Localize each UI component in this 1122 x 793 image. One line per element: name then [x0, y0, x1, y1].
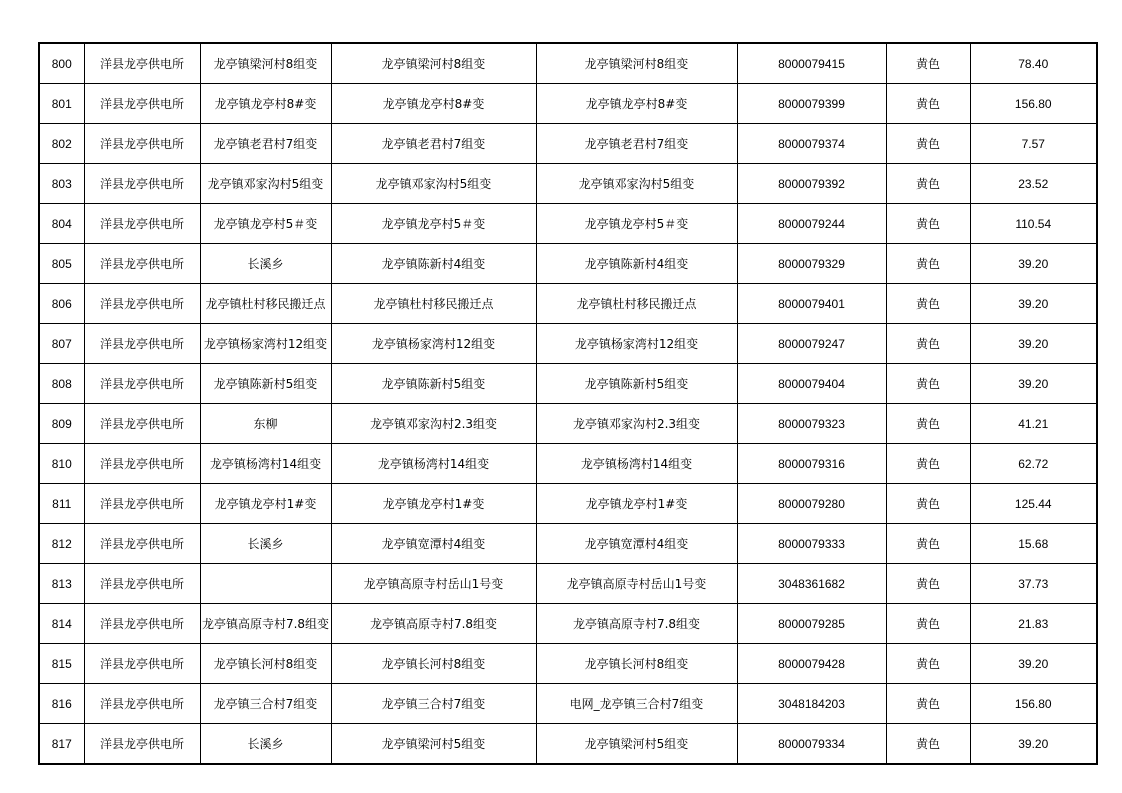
transformer-name-cell: 龙亭镇陈新村5组变	[536, 364, 737, 404]
station-cell: 龙亭镇邓家沟村2.3组变	[331, 404, 536, 444]
area-cell: 龙亭镇杨家湾村12组变	[200, 324, 331, 364]
transformer-name-cell: 龙亭镇梁河村8组变	[536, 43, 737, 84]
code-cell: 8000079404	[737, 364, 886, 404]
station-cell: 龙亭镇老君村7组变	[331, 124, 536, 164]
code-cell: 8000079415	[737, 43, 886, 84]
area-cell: 龙亭镇老君村7组变	[200, 124, 331, 164]
office-cell: 洋县龙亭供电所	[84, 43, 200, 84]
transformer-name-cell: 龙亭镇龙亭村1#变	[536, 484, 737, 524]
value-cell: 156.80	[970, 684, 1097, 724]
table-row	[39, 444, 1097, 484]
value-cell: 37.73	[970, 564, 1097, 604]
row-number-cell: 801	[39, 84, 84, 124]
row-number-cell: 808	[39, 364, 84, 404]
office-cell: 洋县龙亭供电所	[84, 484, 200, 524]
station-cell: 龙亭镇三合村7组变	[331, 684, 536, 724]
row-number-cell: 811	[39, 484, 84, 524]
office-cell: 洋县龙亭供电所	[84, 564, 200, 604]
code-cell: 8000079399	[737, 84, 886, 124]
row-number-cell: 805	[39, 244, 84, 284]
area-cell: 龙亭镇邓家沟村5组变	[200, 164, 331, 204]
value-cell: 15.68	[970, 524, 1097, 564]
color-level-cell: 黄色	[886, 484, 970, 524]
code-cell: 8000079374	[737, 124, 886, 164]
station-cell: 龙亭镇龙亭村5＃变	[331, 204, 536, 244]
row-number-cell: 813	[39, 564, 84, 604]
table-row	[39, 204, 1097, 244]
area-cell: 长溪乡	[200, 724, 331, 765]
office-cell: 洋县龙亭供电所	[84, 204, 200, 244]
value-cell: 39.20	[970, 244, 1097, 284]
value-cell: 39.20	[970, 724, 1097, 765]
value-cell: 21.83	[970, 604, 1097, 644]
table-row	[39, 84, 1097, 124]
value-cell: 39.20	[970, 644, 1097, 684]
transformer-name-cell: 龙亭镇杨湾村14组变	[536, 444, 737, 484]
code-cell: 8000079244	[737, 204, 886, 244]
code-cell: 8000079280	[737, 484, 886, 524]
area-cell: 龙亭镇三合村7组变	[200, 684, 331, 724]
color-level-cell: 黄色	[886, 164, 970, 204]
table-row	[39, 164, 1097, 204]
code-cell: 8000079316	[737, 444, 886, 484]
table-row	[39, 644, 1097, 684]
value-cell: 156.80	[970, 84, 1097, 124]
row-number-cell: 802	[39, 124, 84, 164]
color-level-cell: 黄色	[886, 364, 970, 404]
row-number-cell: 803	[39, 164, 84, 204]
office-cell: 洋县龙亭供电所	[84, 684, 200, 724]
station-cell: 龙亭镇梁河村8组变	[331, 43, 536, 84]
office-cell: 洋县龙亭供电所	[84, 444, 200, 484]
station-cell: 龙亭镇长河村8组变	[331, 644, 536, 684]
value-cell: 39.20	[970, 364, 1097, 404]
color-level-cell: 黄色	[886, 524, 970, 564]
color-level-cell: 黄色	[886, 84, 970, 124]
row-number-cell: 810	[39, 444, 84, 484]
transformer-name-cell: 龙亭镇杨家湾村12组变	[536, 324, 737, 364]
row-number-cell: 812	[39, 524, 84, 564]
office-cell: 洋县龙亭供电所	[84, 644, 200, 684]
value-cell: 110.54	[970, 204, 1097, 244]
code-cell: 8000079247	[737, 324, 886, 364]
area-cell	[200, 564, 331, 604]
office-cell: 洋县龙亭供电所	[84, 604, 200, 644]
station-cell: 龙亭镇梁河村5组变	[331, 724, 536, 765]
table-row	[39, 364, 1097, 404]
transformer-name-cell: 龙亭镇宽潭村4组变	[536, 524, 737, 564]
station-cell: 龙亭镇杜村移民搬迁点	[331, 284, 536, 324]
office-cell: 洋县龙亭供电所	[84, 524, 200, 564]
station-cell: 龙亭镇宽潭村4组变	[331, 524, 536, 564]
color-level-cell: 黄色	[886, 644, 970, 684]
area-cell: 龙亭镇杨湾村14组变	[200, 444, 331, 484]
value-cell: 23.52	[970, 164, 1097, 204]
transformer-name-cell: 龙亭镇龙亭村8#变	[536, 84, 737, 124]
transformer-name-cell: 龙亭镇陈新村4组变	[536, 244, 737, 284]
area-cell: 龙亭镇龙亭村8#变	[200, 84, 331, 124]
table-body	[39, 43, 1097, 764]
color-level-cell: 黄色	[886, 43, 970, 84]
station-cell: 龙亭镇陈新村4组变	[331, 244, 536, 284]
area-cell: 龙亭镇高原寺村7.8组变	[200, 604, 331, 644]
station-cell: 龙亭镇龙亭村8#变	[331, 84, 536, 124]
station-cell: 龙亭镇杨家湾村12组变	[331, 324, 536, 364]
row-number-cell: 807	[39, 324, 84, 364]
office-cell: 洋县龙亭供电所	[84, 324, 200, 364]
color-level-cell: 黄色	[886, 124, 970, 164]
table-row	[39, 404, 1097, 444]
transformer-name-cell: 龙亭镇杜村移民搬迁点	[536, 284, 737, 324]
station-cell: 龙亭镇高原寺村岳山1号变	[331, 564, 536, 604]
area-cell: 东柳	[200, 404, 331, 444]
data-table	[38, 42, 1098, 765]
table-row	[39, 684, 1097, 724]
office-cell: 洋县龙亭供电所	[84, 244, 200, 284]
table-row	[39, 43, 1097, 84]
station-cell: 龙亭镇高原寺村7.8组变	[331, 604, 536, 644]
station-cell: 龙亭镇邓家沟村5组变	[331, 164, 536, 204]
code-cell: 8000079285	[737, 604, 886, 644]
area-cell: 龙亭镇龙亭村5＃变	[200, 204, 331, 244]
row-number-cell: 800	[39, 43, 84, 84]
transformer-name-cell: 龙亭镇长河村8组变	[536, 644, 737, 684]
station-cell: 龙亭镇杨湾村14组变	[331, 444, 536, 484]
color-level-cell: 黄色	[886, 404, 970, 444]
code-cell: 3048361682	[737, 564, 886, 604]
color-level-cell: 黄色	[886, 604, 970, 644]
transformer-name-cell: 龙亭镇高原寺村7.8组变	[536, 604, 737, 644]
table-row	[39, 564, 1097, 604]
table-row	[39, 524, 1097, 564]
color-level-cell: 黄色	[886, 284, 970, 324]
table-row	[39, 284, 1097, 324]
value-cell: 39.20	[970, 324, 1097, 364]
station-cell: 龙亭镇陈新村5组变	[331, 364, 536, 404]
row-number-cell: 806	[39, 284, 84, 324]
table-row	[39, 124, 1097, 164]
office-cell: 洋县龙亭供电所	[84, 124, 200, 164]
value-cell: 7.57	[970, 124, 1097, 164]
area-cell: 龙亭镇龙亭村1#变	[200, 484, 331, 524]
office-cell: 洋县龙亭供电所	[84, 364, 200, 404]
table-row	[39, 604, 1097, 644]
area-cell: 长溪乡	[200, 244, 331, 284]
color-level-cell: 黄色	[886, 684, 970, 724]
office-cell: 洋县龙亭供电所	[84, 724, 200, 765]
code-cell: 8000079401	[737, 284, 886, 324]
color-level-cell: 黄色	[886, 564, 970, 604]
table-row	[39, 724, 1097, 765]
transformer-name-cell: 龙亭镇邓家沟村2.3组变	[536, 404, 737, 444]
transformer-name-cell: 龙亭镇老君村7组变	[536, 124, 737, 164]
transformer-name-cell: 龙亭镇梁河村5组变	[536, 724, 737, 765]
area-cell: 长溪乡	[200, 524, 331, 564]
row-number-cell: 804	[39, 204, 84, 244]
table-row	[39, 484, 1097, 524]
row-number-cell: 814	[39, 604, 84, 644]
color-level-cell: 黄色	[886, 724, 970, 765]
code-cell: 8000079392	[737, 164, 886, 204]
table-row	[39, 244, 1097, 284]
code-cell: 8000079334	[737, 724, 886, 765]
office-cell: 洋县龙亭供电所	[84, 284, 200, 324]
office-cell: 洋县龙亭供电所	[84, 84, 200, 124]
transformer-name-cell: 龙亭镇高原寺村岳山1号变	[536, 564, 737, 604]
color-level-cell: 黄色	[886, 244, 970, 284]
row-number-cell: 815	[39, 644, 84, 684]
transformer-name-cell: 龙亭镇邓家沟村5组变	[536, 164, 737, 204]
color-level-cell: 黄色	[886, 204, 970, 244]
table-row	[39, 324, 1097, 364]
code-cell: 8000079333	[737, 524, 886, 564]
color-level-cell: 黄色	[886, 444, 970, 484]
value-cell: 62.72	[970, 444, 1097, 484]
row-number-cell: 809	[39, 404, 84, 444]
value-cell: 39.20	[970, 284, 1097, 324]
value-cell: 78.40	[970, 43, 1097, 84]
code-cell: 8000079329	[737, 244, 886, 284]
area-cell: 龙亭镇陈新村5组变	[200, 364, 331, 404]
row-number-cell: 817	[39, 724, 84, 765]
row-number-cell: 816	[39, 684, 84, 724]
transformer-name-cell: 龙亭镇龙亭村5＃变	[536, 204, 737, 244]
value-cell: 125.44	[970, 484, 1097, 524]
area-cell: 龙亭镇梁河村8组变	[200, 43, 331, 84]
office-cell: 洋县龙亭供电所	[84, 404, 200, 444]
code-cell: 8000079323	[737, 404, 886, 444]
value-cell: 41.21	[970, 404, 1097, 444]
transformer-name-cell: 电网_龙亭镇三合村7组变	[536, 684, 737, 724]
station-cell: 龙亭镇龙亭村1#变	[331, 484, 536, 524]
code-cell: 8000079428	[737, 644, 886, 684]
area-cell: 龙亭镇杜村移民搬迁点	[200, 284, 331, 324]
office-cell: 洋县龙亭供电所	[84, 164, 200, 204]
code-cell: 3048184203	[737, 684, 886, 724]
area-cell: 龙亭镇长河村8组变	[200, 644, 331, 684]
color-level-cell: 黄色	[886, 324, 970, 364]
